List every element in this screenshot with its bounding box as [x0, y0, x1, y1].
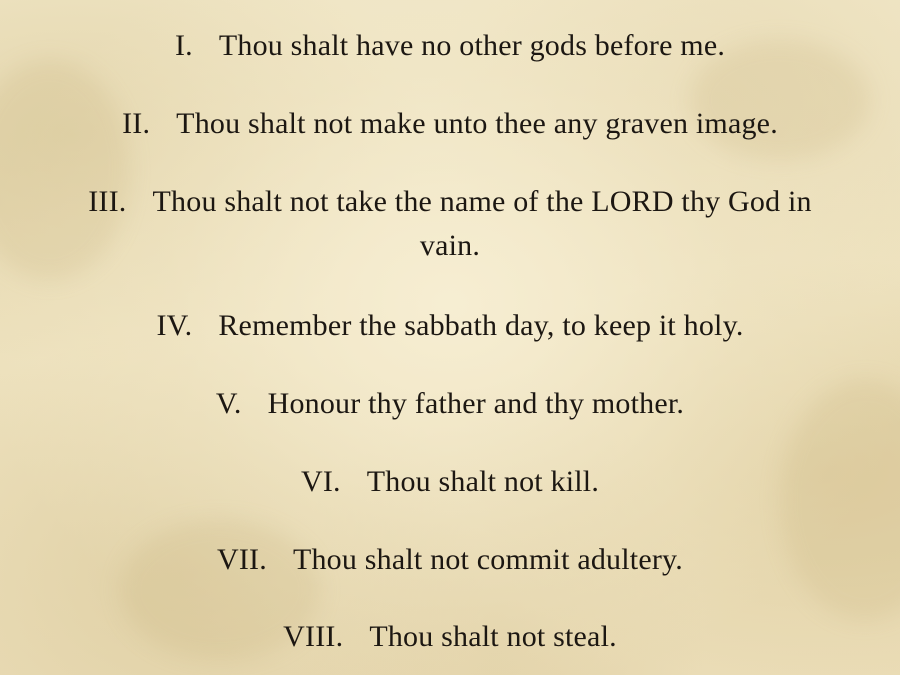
commandment-item [70, 180, 830, 268]
commandment-item [50, 538, 850, 582]
commandment-text: Thou shalt not take the name of the LORD thy God in vain. [152, 185, 812, 262]
commandment-item [50, 382, 850, 426]
commandment-text: Remember the sabbath day, to keep it holy. [218, 309, 744, 342]
commandment-numeral: II. [122, 107, 151, 140]
commandment-text: Thou shalt not make unto thee any graven image. [176, 107, 778, 140]
commandment-numeral: V. [215, 387, 242, 420]
commandment-numeral: III. [88, 185, 127, 218]
commandment-item [50, 24, 850, 68]
commandment-text: Thou shalt have no other gods before me. [218, 29, 726, 62]
commandment-text: Honour thy father and thy mother. [267, 387, 685, 420]
commandment-item [50, 615, 850, 659]
commandment-numeral: IV. [156, 309, 193, 342]
commandment-numeral: I. [174, 29, 193, 62]
commandment-item [50, 102, 850, 146]
commandment-item [50, 460, 850, 504]
commandment-text: Thou shalt not kill. [366, 465, 600, 498]
commandment-numeral: VI. [300, 465, 341, 498]
commandment-numeral: VIII. [283, 620, 344, 653]
commandment-numeral: VII. [217, 543, 267, 576]
commandment-text: Thou shalt not steal. [369, 620, 617, 653]
commandment-item [50, 304, 850, 348]
commandment-text: Thou shalt not commit adultery. [292, 543, 683, 576]
